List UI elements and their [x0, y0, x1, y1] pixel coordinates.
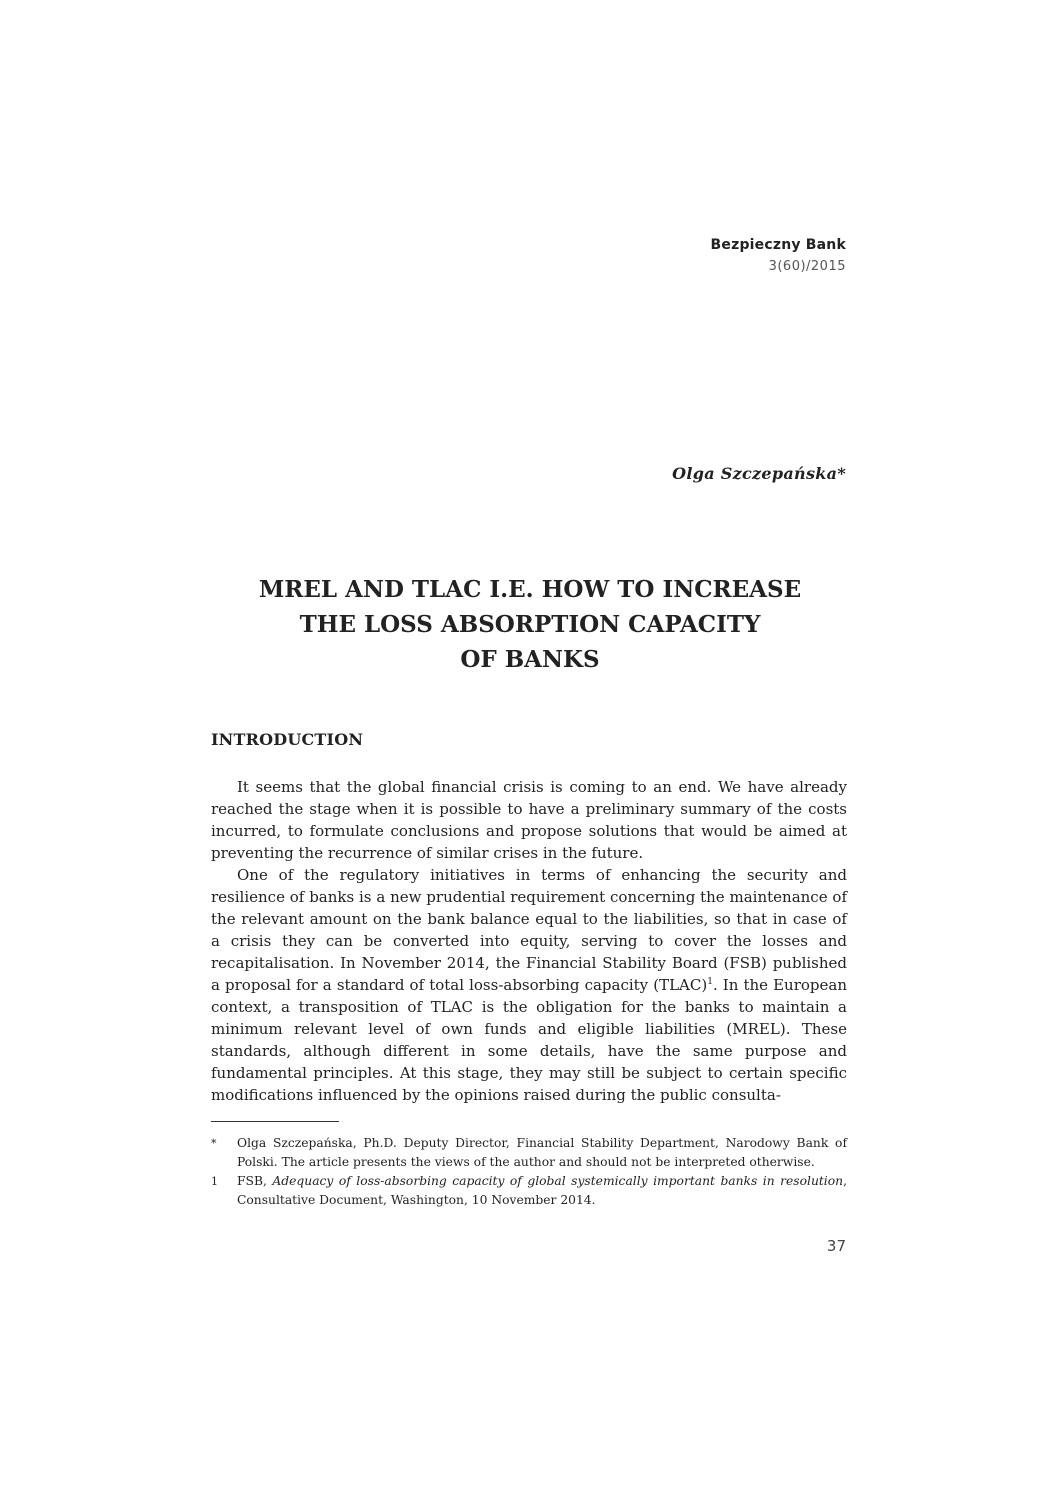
title-line: THE LOSS ABSORPTION CAPACITY	[299, 611, 761, 638]
article-title	[200, 572, 860, 677]
body-text	[211, 776, 847, 1106]
paragraph: It seems that the global financial crisis is coming to an end. We have already reached the stage when it is possible to have a preliminary summary of the costs incurred, to formulate conclusions and propose solutions that would be aimed at preventing the recurrence of similar crises in the future.	[211, 778, 847, 862]
title-line: MREL AND TLAC I.E. HOW TO INCREASE	[258, 576, 802, 603]
footnote-divider	[211, 1121, 339, 1122]
footnote-reference[interactable]: 1	[707, 977, 713, 987]
journal-issue: 3(60)/2015	[768, 259, 846, 274]
footnote-text: Olga Szczepańska, Ph.D. Deputy Director, Financial Stability Department, Narodowy Bank of Polski. The article presents the views of the author and should not be interpreted otherwise.	[237, 1136, 847, 1169]
paragraph-text: One of the regulatory initiatives in terms of enhancing the security and resilience of banks is a new prudential requirement concerning the maintenance of the relevant amount on the bank balance equal to the liabilities, so that in case of a crisis they can be converted into equity, serving to cover the losses and recapitalisation. In November 2014, the Financial Stability Board (FSB) published a proposal for a standard of total loss-absorbing capacity (TLAC)	[211, 866, 847, 994]
footnote-citation-title: Adequacy of loss-absorbing capacity of global systemically important banks in resolution	[272, 1174, 844, 1188]
footnote-mark: *	[211, 1137, 217, 1150]
footnote-1	[211, 1172, 847, 1210]
paragraph	[211, 864, 847, 1106]
author-name: Olga Szczepańska*	[672, 464, 846, 483]
paragraph-text: . In the European context, a transposition of TLAC is the obligation for the banks to maintain a minimum relevant level of own funds and eligible liabilities (MREL). These standards, although different in some details, have the same purpose and fundamental principles. At this stage, they may still be subject to certain specific modifications influenced by the opinions raised during the public consulta-	[211, 976, 847, 1104]
footnote-author	[211, 1134, 847, 1172]
footnote-mark: 1	[211, 1175, 218, 1188]
page-number: 37	[826, 1237, 846, 1255]
footnotes	[211, 1134, 847, 1210]
journal-header	[711, 236, 846, 276]
footnote-text: , Consultative Document, Washington, 10 November 2014.	[237, 1174, 847, 1207]
footnote-text: FSB,	[237, 1174, 273, 1188]
title-line: OF BANKS	[460, 646, 600, 673]
journal-name: Bezpieczny Bank	[710, 237, 846, 253]
section-heading: INTRODUCTION	[211, 730, 364, 749]
